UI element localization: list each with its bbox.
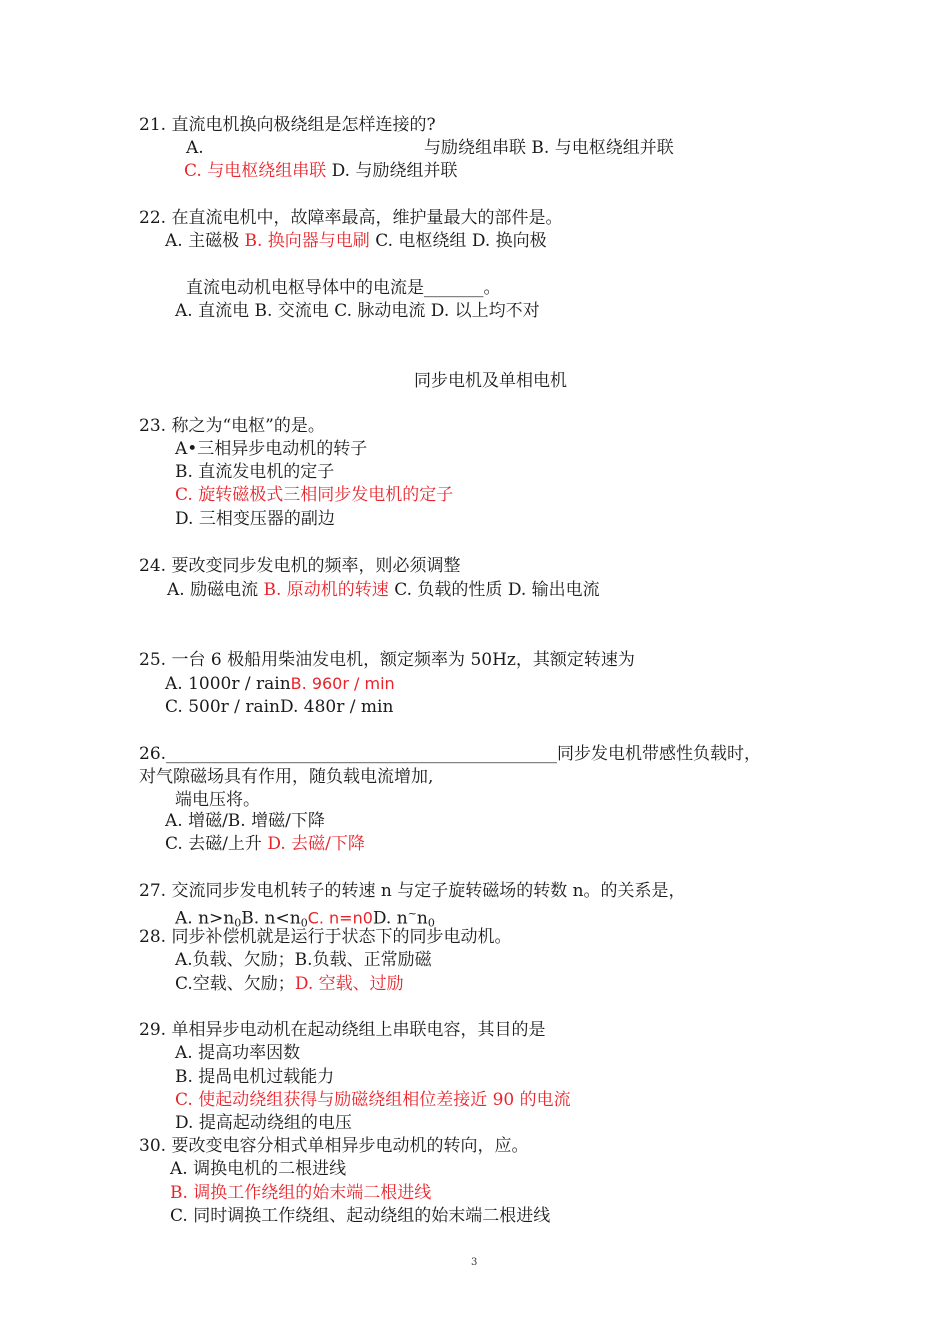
q27-answer-c: C. n=n0 [307,908,373,928]
q28-options-a-b: A.负载、欠励；B.负载、正常励磁 [175,950,432,970]
q22-answer-b: B. 换向器与电刷 [244,231,370,251]
q24-options-c-d: C. 负载的性质 D. 输出电流 [388,580,600,600]
q23-option-d: D. 三相变压器的副边 [175,509,335,529]
q28-option-c: C.空载、欠励； [175,974,295,994]
q27-option-d: D. n [372,908,408,929]
q22-options [165,230,547,252]
page-number: 3 [471,1257,478,1268]
q23-answer-c: C. 旋转磁极式三相同步发电机的定子 [175,485,454,505]
q28-options-c-d [175,973,404,995]
q24-stem: 24. 要改变同步发电机的频率，则必须调整 [139,556,461,576]
q22-stem: 22. 在直流电机中，故障率最高，维护量最大的部件是。 [139,208,563,228]
q26-options-c-d [165,833,365,855]
q23-option-b: B. 直流发电机的定子 [175,462,335,482]
q26-options-a-b: A. 增磁/B. 增磁/下降 [165,811,325,831]
q26-option-c: C. 去磁/上升 [165,834,268,854]
q21-options-c-d [184,160,457,182]
q24-answer-b: B. 原动机的转速 [263,580,389,600]
q21-answer-c: C. 与电枢绕组串联 [184,161,327,181]
q29-stem: 29. 单相异步电动机在起动绕组上串联电容，其目的是 [139,1020,546,1040]
q26-answer-d: D. 去磁/下降 [267,834,365,854]
q24-option-a: A. 励磁电流 [167,580,264,600]
q26-stem: 26.______________________________________________同步发电机带感性负载时， [139,744,762,764]
q29-option-b: B. 提咼电机过载能力 [175,1067,335,1087]
q25-options-c-d: C. 500r / rainD. 480r / min [165,697,394,717]
section-title: 同步电机及单相电机 [414,371,567,391]
q30-option-a: A. 调换电机的二根进线 [170,1159,347,1179]
q27-tilde: ~ [407,907,417,920]
q21-stem: 21. 直流电机换向极绕组是怎样连接的? [139,115,436,135]
q21-option-d: D. 与励绕组并联 [326,161,458,181]
q27-subscript: 0 [427,916,435,930]
q27-stem: 27. 交流同步发电机转子的转速 n 与定子旋转磁场的转数 n。的关系是， [139,881,686,901]
q25-options-a-b [165,673,395,695]
q26-stem-line2: 对气隙磁场具有作用，随负载电流增加, [139,767,434,787]
q27-option-a: A. n>n [175,908,235,929]
q29-answer-c: C. 使起动绕组获得与励磁绕组相位差接近 90 的电流 [175,1090,571,1110]
q29-option-d: D. 提高起动绕组的电压 [175,1113,352,1133]
qx-stem: 直流电动机电枢导体中的电流是_______。 [186,278,501,298]
q27-option-b: B. n<n [241,908,301,929]
q21-options-a-b: 与励绕组串联 B. 与电枢绕组并联 [424,138,674,158]
q29-option-a: A. 提高功率因数 [175,1043,301,1063]
q21-option-a-label: A. [186,138,204,158]
q25-option-a: A. 1000r / rain [165,674,291,694]
q28-stem: 28. 同步补偿机就是运行于状态下的同步电动机。 [139,927,512,947]
q27-subscript: 0 [234,916,242,930]
qx-options: A. 直流电 B. 交流电 C. 脉动电流 D. 以上均不对 [175,301,540,321]
q25-answer-b: B. 960r / min [290,674,395,693]
q27-subscript: 0 [300,916,308,930]
q30-stem: 30. 要改变电容分相式单相异步电动机的转向，应。 [139,1136,529,1156]
q27-option-d-tail: n [416,908,428,929]
q24-options [167,579,600,601]
q26-stem-line3: 端电压将。 [175,790,260,810]
q30-option-c: C. 同时调换工作绕组、起动绕组的始末端二根进线 [170,1206,551,1226]
q28-answer-d: D. 空载、过励 [294,974,404,994]
q22-options-c-d: C. 电枢绕组 D. 换向极 [369,231,547,251]
q30-answer-b: B. 调换工作绕组的始末端二根进线 [170,1183,432,1203]
q25-stem: 25. 一台 6 极船用柴油发电机，额定频率为 50Hz，其额定转速为 [139,650,635,670]
q23-stem: 23. 称之为“电枢”的是。 [139,416,325,436]
q22-option-a: A. 主磁极 [165,231,245,251]
q23-option-a: A•三相异步电动机的转子 [175,439,368,459]
